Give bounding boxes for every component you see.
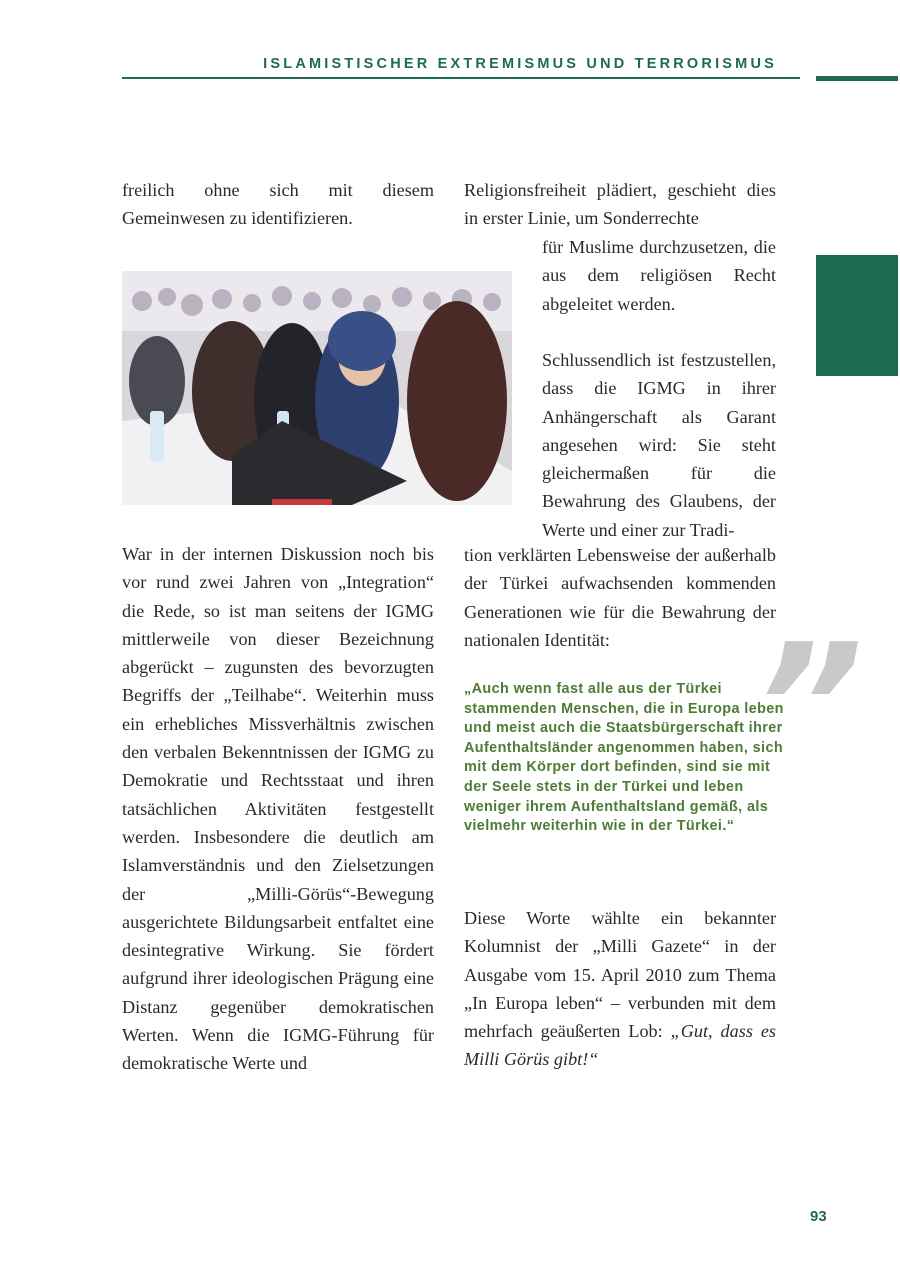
right-paragraph-3 [464,904,776,1074]
right-paragraph-3-text: Diese Worte wählte ein bekannter Kolumnist der „Milli Gazete“ in der Ausgabe vom 15. April 2010 zum Thema „In Europa leben“ – verbunden mit dem mehrfach geäußerten Lob: [464,908,776,1042]
left-paragraph-1: freilich ohne sich mit diesem Gemeinwesen zu identifizieren. [122,180,434,229]
chapter-side-tab [816,255,898,376]
page-number: 93 [810,1208,827,1225]
header-rule-stub [816,76,898,81]
right-paragraph-1-a: Religionsfreiheit plädiert, geschieht dies in erster Linie, um Sonderrechte [464,180,776,229]
conference-photo [122,271,512,505]
running-header: ISLAMISTISCHER EXTREMISMUS UND TERRORISMUS [263,56,777,72]
left-paragraph-2: War in der internen Diskussion noch bis vor rund zwei Jahren von „Integration“ die Rede, so ist man seitens der IGMG mittlerweile von dieser Bezeichnung abgerückt – zugunsten des bevorzugten Begriffs der „Teilhabe“. Weiterhin muss ein erhebliches Missverhältnis zwischen den verbalen Bekenntnissen der IGMG zu Demokratie und Rechtsstaat und ihren tatsächlichen Aktivitäten festgestellt werden. Insbesondere die deutlich am Islamverständnis und den Zielsetzungen der „Milli-Görüs“-Bewegung ausgerichtete Bildungsarbeit entfaltet eine desintegrative Wirkung. Sie fördert aufgrund ihrer ideologischen Prägung eine Distanz gegenüber demokratischen Werten. Wenn die IGMG-Führung für demokratische Werte und [122,544,434,1074]
right-paragraph-3-italic: „Gut, dass es Milli Görüs gibt!“ [464,1021,776,1070]
header-rule [122,77,800,79]
right-paragraph-2-a: Schlussendlich ist festzustellen, dass die IGMG in ihrer Anhängerschaft als Garant angesehen wird: Sie steht gleichermaßen für die Bewahrung des Glaubens, der Werte und einer zur Tradi- [542,350,776,540]
right-paragraph-2-b: tion verklärten Lebensweise der außerhalb der Türkei aufwachsenden kommenden Generationen wie für die Bewahrung der nationalen Identität: [464,545,776,650]
right-paragraph-1-b: für Muslime durchzusetzen, die aus dem religiösen Recht abgeleitet werden. [542,237,776,314]
pull-quote: „Auch wenn fast alle aus der Türkei stammenden Menschen, die in Europa leben und meist auch die Staatsbürgerschaft ihrer Aufenthaltsländer angenommen haben, sich mit dem Körper dort befinden, sind sie mit der Seele stets in der Türkei und leben weniger ihrem Aufenthaltsland gemäß, als vielmehr weiterhin wie in der Türkei.“ [464,681,784,835]
quote-mark-icon: ” [754,608,864,806]
